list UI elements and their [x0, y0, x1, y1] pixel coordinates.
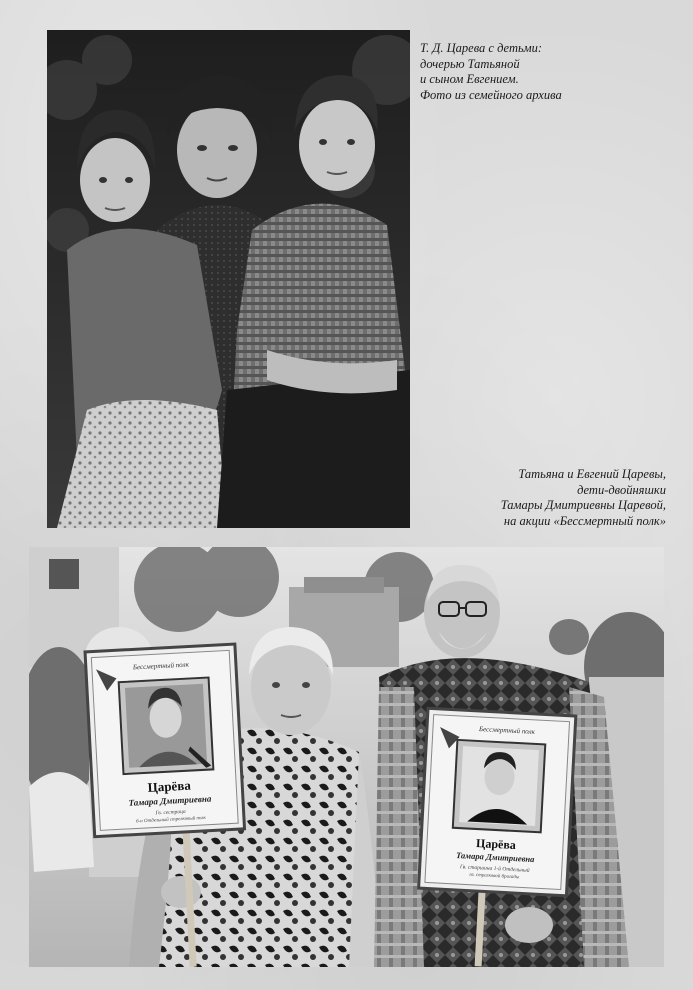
caption-line: Т. Д. Царева с детьми: — [420, 41, 543, 55]
right-sign-detail-2: гв. стрелковой бригады — [469, 872, 520, 881]
right-sign-header: Бессмертный полк — [478, 724, 536, 736]
caption-line: дети-двойняшки — [577, 482, 666, 497]
family-photo-caption — [420, 41, 562, 103]
caption-line: Тамары Дмитриевны Царевой, — [500, 498, 666, 512]
right-sign-surname: Царёва — [475, 835, 517, 853]
left-sign-surname: Царёва — [147, 777, 192, 795]
caption-line: и сыном Евгением. — [420, 72, 519, 86]
caption-line: Татьяна и Евгений Царевы, — [518, 467, 666, 481]
caption-line: дочерью Татьяной — [420, 56, 520, 71]
left-sign-detail-1: Гв. сестрица — [155, 808, 186, 817]
family-photo — [47, 30, 410, 528]
right-sign-given-name: Тамара Дмитриевна — [455, 849, 535, 865]
caption-line: Фото из семейного архива — [420, 87, 562, 102]
left-sign-header: Бессмертный полк — [132, 660, 190, 672]
immortal-regiment-caption — [501, 467, 666, 529]
caption-line: на акции «Бессмертный полк» — [503, 513, 666, 528]
immortal-regiment-photo — [29, 547, 664, 967]
left-sign-given-name: Тамара Дмитриевна — [128, 793, 212, 808]
left-sign-detail-2: б-н Отдельный стрелковый полк — [135, 815, 206, 825]
right-sign-detail-1: Гв. старшина 1-й Отдельный — [459, 864, 530, 874]
